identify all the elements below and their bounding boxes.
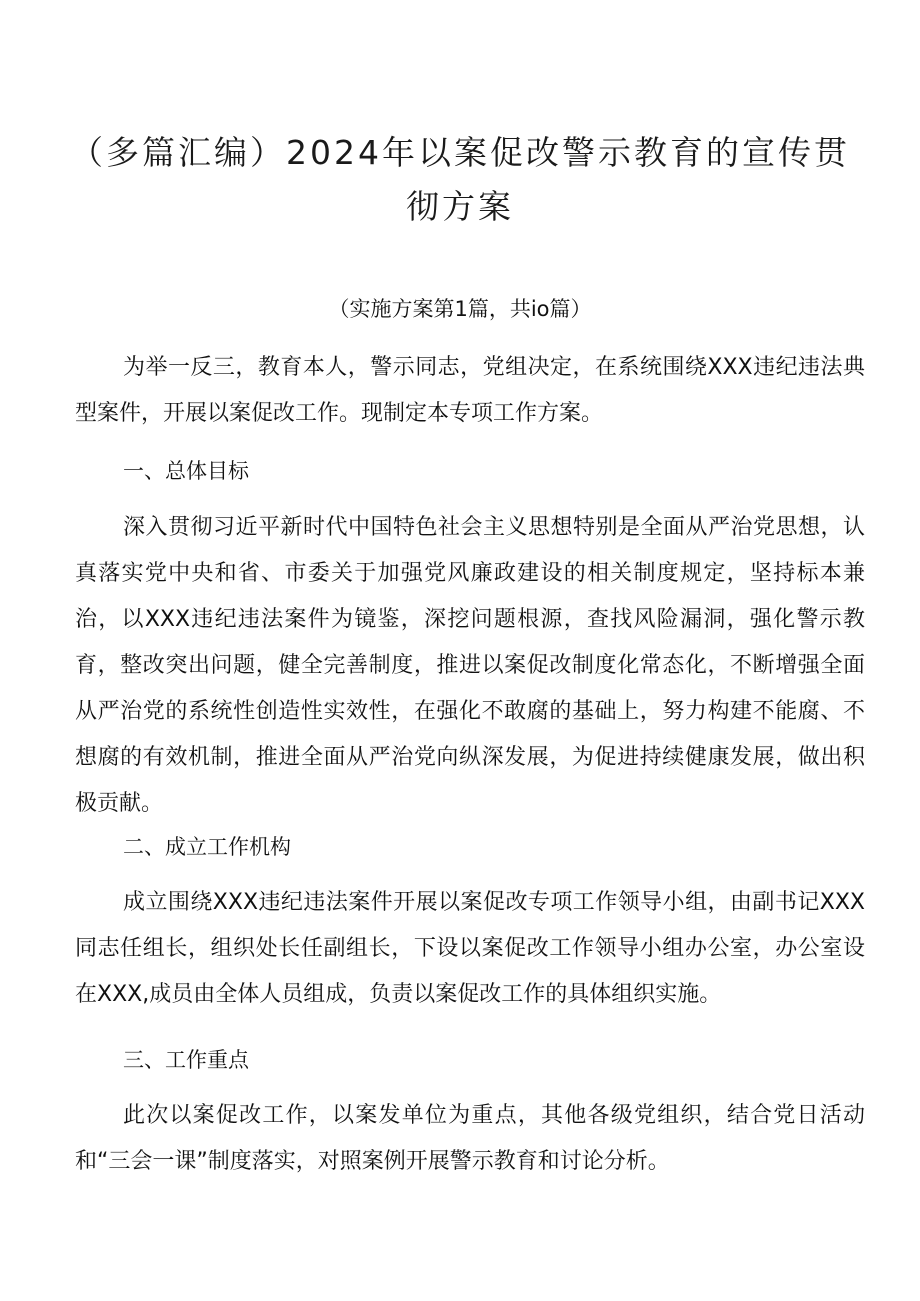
- document-subtitle: （实施方案第1篇，共io篇）: [328, 297, 592, 321]
- section-heading-goals: 一、总体目标: [123, 459, 249, 483]
- intro-paragraph: 为举一反三，教育本人，警示同志，党组决定，在系统围绕XXX违纪违法典型案件，开展以案促改工作。现制定本专项工作方案。: [75, 355, 865, 426]
- section-heading-organization: 二、成立工作机构: [123, 835, 291, 859]
- section-heading-focus: 三、工作重点: [123, 1048, 249, 1072]
- section-body-focus: 此次以案促改工作，以案发单位为重点，其他各级党组织，结合党日活动和“三会一课”制度落实，对照案例开展警示教育和讨论分析。: [75, 1103, 865, 1174]
- document-title: （多篇汇编）2024年以案促改警示教育的宣传贯彻方案: [70, 133, 850, 226]
- section-body-goals: 深入贯彻习近平新时代中国特色社会主义思想特别是全面从严治党思想，认真落实党中央和省、市委关于加强党风廉政建设的相关制度规定，坚持标本兼治，以XXX违纪违法案件为镜鉴，深挖问题根源，查找风险漏洞，强化警示教育，整改突出问题，健全完善制度，推进以案促改制度化常态化，不断增强全面从严治党的系统性创造性实效性，在强化不敢腐的基础上，努力构建不能腐、不想腐的有效机制，推进全面从严治党向纵深发展，为促进持续健康发展，做出积极贡献。: [75, 515, 865, 816]
- section-body-organization: 成立围绕XXX违纪违法案件开展以案促改专项工作领导小组，由副书记XXX同志任组长，组织处长任副组长，下设以案促改工作领导小组办公室，办公室设在XXX,成员由全体人员组成，负责以案促改工作的具体组织实施。: [75, 890, 865, 1007]
